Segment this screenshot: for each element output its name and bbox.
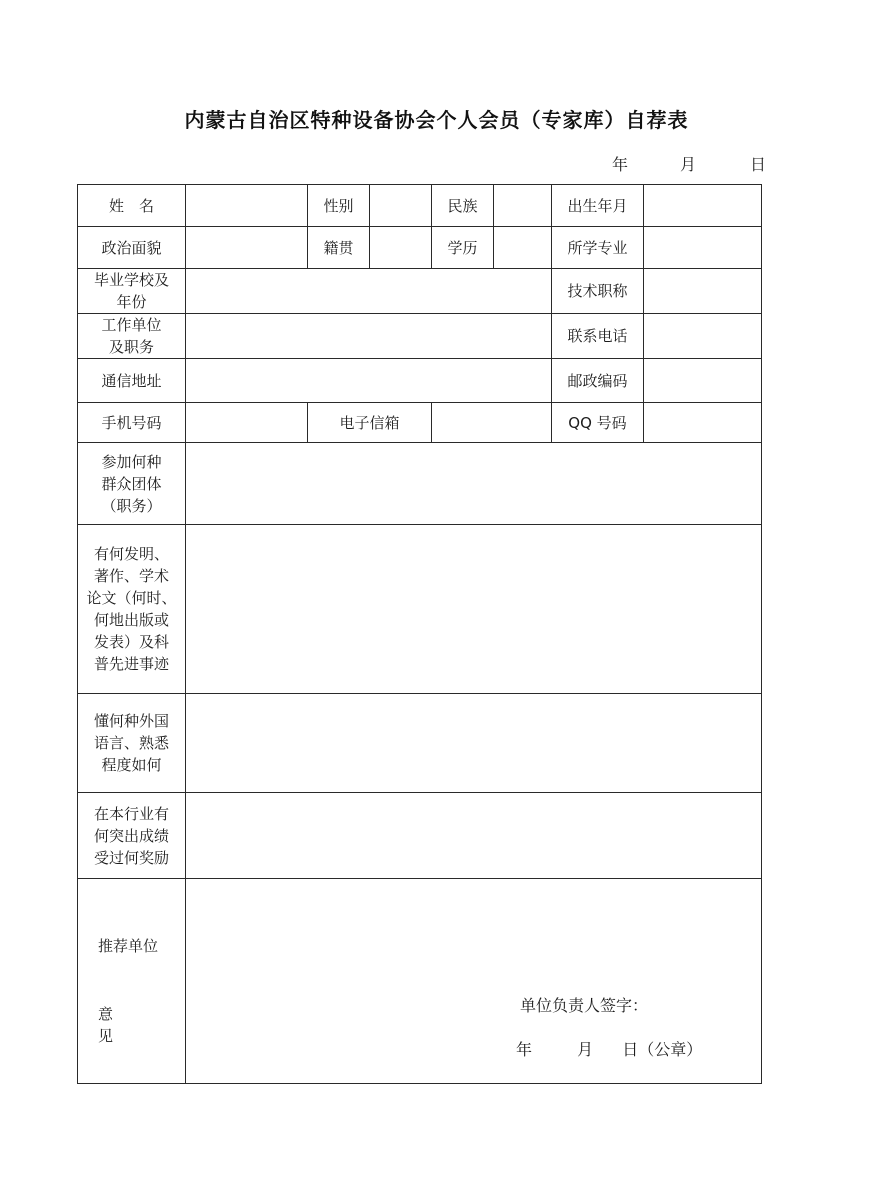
row-address — [78, 359, 762, 403]
field-gender[interactable] — [370, 185, 432, 227]
field-recommendation[interactable] — [186, 879, 762, 1084]
row-contact — [78, 403, 762, 443]
label-qq: QQ 号码 — [552, 403, 644, 443]
stamp-month: 月 — [577, 1040, 594, 1059]
field-hometown[interactable] — [370, 227, 432, 269]
label-postcode: 邮政编码 — [552, 359, 644, 403]
row-employer — [78, 314, 762, 359]
row-inventions — [78, 525, 762, 694]
label-political: 政治面貌 — [78, 227, 186, 269]
row-recommendation — [78, 879, 762, 1084]
stamp-day: 日（公章） — [622, 1040, 703, 1059]
label-hometown: 籍贯 — [308, 227, 370, 269]
field-political[interactable] — [186, 227, 308, 269]
date-month-label: 月 — [680, 155, 697, 174]
row-groups — [78, 443, 762, 525]
field-birth[interactable] — [644, 185, 762, 227]
label-recommender: 推荐单位 — [98, 937, 159, 955]
field-major[interactable] — [644, 227, 762, 269]
label-opinion: 意 见 — [98, 1005, 181, 1045]
field-phone[interactable] — [644, 314, 762, 359]
field-pro-title[interactable] — [644, 269, 762, 314]
field-address[interactable] — [186, 359, 552, 403]
field-school[interactable] — [186, 269, 552, 314]
field-achievements[interactable] — [186, 793, 762, 879]
field-language[interactable] — [186, 694, 762, 793]
label-mobile: 手机号码 — [78, 403, 186, 443]
row-language — [78, 694, 762, 793]
field-mobile[interactable] — [186, 403, 308, 443]
field-qq[interactable] — [644, 403, 762, 443]
label-ethnicity: 民族 — [432, 185, 494, 227]
label-education: 学历 — [432, 227, 494, 269]
label-achievements: 在本行业有 何突出成绩 受过何奖励 — [78, 793, 186, 879]
row-school — [78, 269, 762, 314]
label-email: 电子信箱 — [308, 403, 432, 443]
field-inventions[interactable] — [186, 525, 762, 694]
field-education[interactable] — [494, 227, 552, 269]
label-major: 所学专业 — [552, 227, 644, 269]
field-email[interactable] — [432, 403, 552, 443]
label-language: 懂何种外国 语言、熟悉 程度如何 — [78, 694, 186, 793]
label-recommender-cell — [78, 879, 186, 1084]
row-achievements — [78, 793, 762, 879]
date-year-label: 年 — [612, 155, 629, 174]
field-groups[interactable] — [186, 443, 762, 525]
stamp-date — [516, 1039, 710, 1061]
label-inventions: 有何发明、 著作、学术 论文（何时、 何地出版或 发表）及科 普先进事迹 — [78, 525, 186, 694]
label-groups: 参加何种 群众团体 （职务） — [78, 443, 186, 525]
field-employer[interactable] — [186, 314, 552, 359]
label-pro-title: 技术职称 — [552, 269, 644, 314]
field-name[interactable] — [186, 185, 308, 227]
label-phone: 联系电话 — [552, 314, 644, 359]
row-basic-1 — [78, 185, 762, 227]
label-employer: 工作单位 及职务 — [78, 314, 186, 359]
label-address: 通信地址 — [78, 359, 186, 403]
signature-label: 单位负责人签字： — [520, 996, 649, 1015]
field-postcode[interactable] — [644, 359, 762, 403]
label-school: 毕业学校及 年份 — [78, 269, 186, 314]
form-title: 内蒙古自治区特种设备协会个人会员（专家库）自荐表 — [184, 108, 689, 132]
field-ethnicity[interactable] — [494, 185, 552, 227]
label-gender: 性别 — [308, 185, 370, 227]
date-day-label: 日 — [750, 155, 767, 174]
label-birth: 出生年月 — [552, 185, 644, 227]
application-form-table — [77, 184, 762, 1084]
stamp-year: 年 — [516, 1040, 533, 1059]
label-name: 姓 名 — [78, 185, 186, 227]
row-basic-2 — [78, 227, 762, 269]
